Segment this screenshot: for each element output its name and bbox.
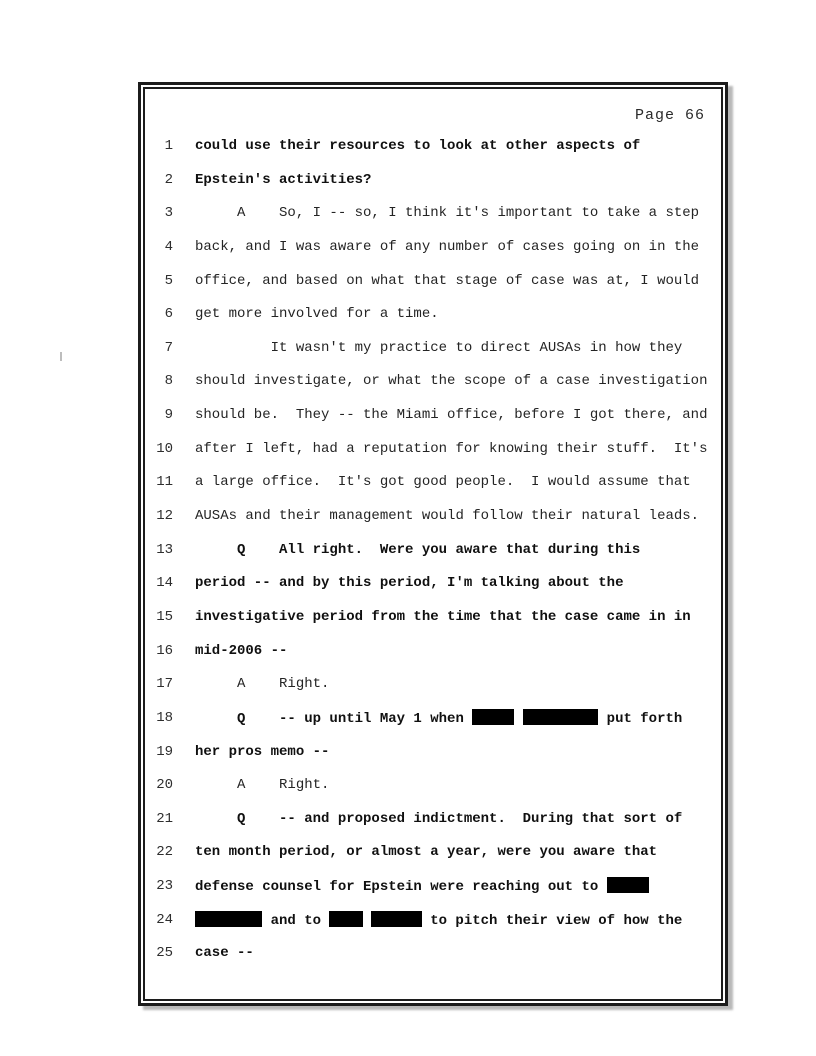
line-text: and to to pitch their view of how the: [195, 911, 682, 931]
line-text: AUSAs and their management would follow their natural leads.: [195, 508, 700, 525]
page-number-label: Page 66: [634, 107, 705, 124]
transcript-line: [152, 877, 717, 911]
line-number: 20: [156, 777, 173, 794]
transcript-line: [152, 574, 717, 608]
transcript-line: [152, 171, 717, 205]
line-number: 17: [156, 676, 173, 693]
transcript-line: [152, 406, 717, 440]
line-text: should investigate, or what the scope of a case investigation: [195, 373, 708, 390]
line-number: 15: [156, 608, 173, 625]
transcript-line: [152, 204, 717, 238]
line-text: office, and based on what that stage of case was at, I would: [195, 272, 700, 289]
transcript-line: [152, 843, 717, 877]
transcript-border-frame: [138, 82, 728, 1006]
line-number: 3: [164, 205, 173, 222]
line-text: A So, I -- so, I think it's important to take a step: [195, 205, 700, 222]
line-text: Q -- up until May 1 when put forth: [195, 710, 683, 727]
transcript-line: [152, 709, 717, 743]
line-number: 25: [156, 945, 173, 962]
line-text: A Right.: [195, 777, 330, 794]
line-text: should be. They -- the Miami office, before I got there, and: [195, 407, 708, 424]
line-number: 2: [164, 171, 173, 188]
transcript-line: [152, 608, 717, 642]
redaction-bar: [195, 911, 262, 927]
transcript-line: [152, 507, 717, 541]
line-number: 4: [164, 238, 173, 255]
line-text: defense counsel for Epstein were reaching out to: [195, 877, 649, 897]
line-text: Epstein's activities?: [195, 171, 372, 188]
transcript-line: [152, 776, 717, 810]
line-number: 24: [156, 911, 173, 928]
line-text: back, and I was aware of any number of cases going on in the: [195, 238, 700, 255]
line-number: 10: [156, 440, 173, 457]
transcript-line: [152, 272, 717, 306]
transcript-line: [152, 743, 717, 777]
line-number: 9: [164, 407, 173, 424]
line-text: get more involved for a time.: [195, 306, 439, 323]
line-number: 14: [156, 575, 173, 592]
scan-artifact: [60, 352, 62, 361]
transcript-line: [152, 372, 717, 406]
line-number: 8: [164, 373, 173, 390]
line-text: after I left, had a reputation for knowing their stuff. It's: [195, 440, 708, 457]
transcript-line: [152, 305, 717, 339]
line-number: 1: [164, 138, 173, 154]
redaction-bar: [607, 877, 649, 893]
line-text: case --: [195, 945, 254, 962]
transcript-line: [152, 440, 717, 474]
line-text: could use their resources to look at other aspects of: [195, 138, 641, 154]
transcript-line: [152, 675, 717, 709]
line-text: Q All right. Were you aware that during this: [195, 541, 641, 558]
transcript-line: [152, 944, 717, 978]
line-text: period -- and by this period, I'm talking about the: [195, 575, 624, 592]
line-number: 11: [156, 474, 173, 491]
transcript-line: [152, 810, 717, 844]
line-text: ten month period, or almost a year, were you aware that: [195, 844, 658, 861]
line-number: 16: [156, 642, 173, 659]
transcript-line: [152, 137, 717, 171]
redaction-bar: [523, 709, 599, 725]
line-text: a large office. It's got good people. I would assume that: [195, 474, 691, 491]
line-number: 19: [156, 743, 173, 760]
transcript-line: [152, 339, 717, 373]
transcript-inner-border: [143, 87, 723, 1001]
transcript-line: [152, 642, 717, 676]
transcript-line: [152, 911, 717, 945]
line-text: mid-2006 --: [195, 642, 288, 659]
transcript-line: [152, 473, 717, 507]
transcript-lines: [152, 137, 717, 978]
redaction-bar: [329, 911, 363, 927]
line-number: 7: [164, 339, 173, 356]
line-number: 21: [156, 810, 173, 827]
line-number: 13: [156, 541, 173, 558]
line-text: investigative period from the time that the case came in in: [195, 608, 691, 625]
line-text: Q -- and proposed indictment. During that sort of: [195, 810, 683, 827]
line-text: her pros memo --: [195, 743, 330, 760]
line-number: 22: [156, 844, 173, 861]
transcript-line: [152, 541, 717, 575]
redaction-bar: [371, 911, 421, 927]
line-text: It wasn't my practice to direct AUSAs in how they: [195, 339, 683, 356]
line-number: 6: [164, 306, 173, 323]
redaction-bar: [472, 709, 514, 725]
line-number: 23: [156, 878, 173, 895]
line-number: 12: [156, 508, 173, 525]
line-number: 18: [156, 709, 173, 726]
line-text: A Right.: [195, 676, 330, 693]
transcript-line: [152, 238, 717, 272]
line-number: 5: [164, 272, 173, 289]
